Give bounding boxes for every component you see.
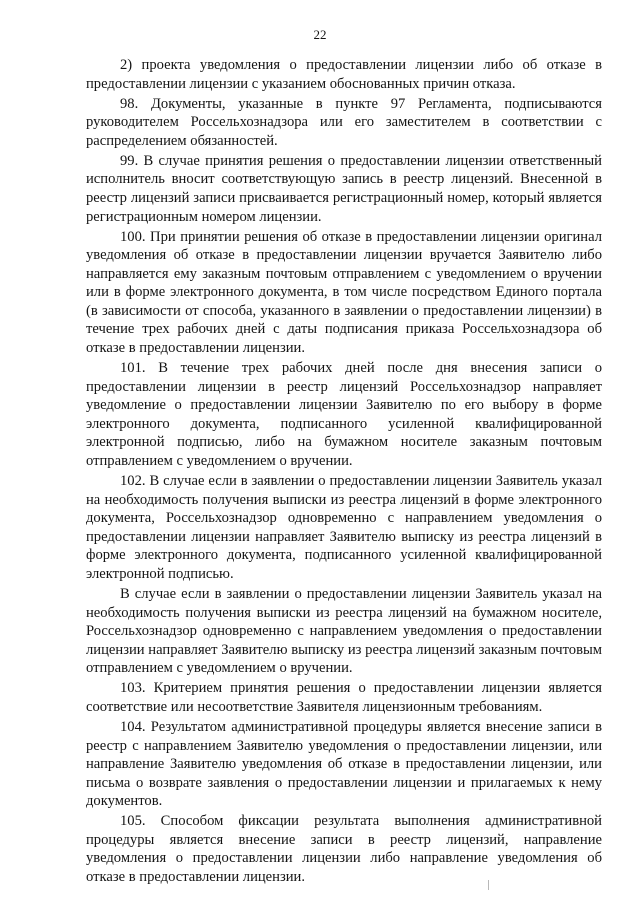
paragraph-99: 99. В случае принятия решения о предоставлении лицензии ответственный исполнитель вносит соответствующую запись в реестр лицензий. Внесенной в реестр лицензий записи присваивается регистрационный номер, который является регистрационным номером лицензии. (86, 152, 602, 225)
paragraph-102: 102. В случае если в заявлении о предоставлении лицензии Заявитель указал на необходимость получения выписки из реестра лицензий в форме электронного документа, Россельхознадзор одновременно с направлением уведомления о предоставлении лицензии направляет Заявителю выписку из реестра лицензий в форме электронного документа, подписанного усиленной квалифицированной электронной подписью. (86, 473, 602, 582)
paragraph-101: 101. В течение трех рабочих дней после дня внесения записи о предоставлении лицензии в реестр лицензий Россельхознадзор направляет уведомление о предоставлении лицензии Заявителю по его выбору в форме электронного документа, подписанного усиленной квалифицированной электронной подписью, либо на бумажном носителе заказным почтовым отправлением с уведомлением о вручении. (86, 360, 602, 470)
page-number: 22 (313, 27, 327, 42)
paragraph-100: 100. При принятии решения об отказе в предоставлении лицензии оригинал уведомления об отказе в предоставлении лицензии вручается Заявителю либо направляется ему заказным почтовым отправлением с уведомлением о вручении или в форме электронного документа, в том числе посредством Единого портала (в зависимости от способа, указанного в заявлении о предоставлении лицензии) в течение трех рабочих дней с даты подписания приказа Россельхознадзора об отказе в предоставлении лицензии. (86, 228, 602, 357)
scan-artifact-mark (488, 880, 489, 890)
paragraph-102-continued: В случае если в заявлении о предоставлении лицензии Заявитель указал на необходимость получения выписки из реестра лицензий на бумажном носителе, Россельхознадзор одновременно с направлением уведомления о предоставлении лицензии направляет Заявителю выписку из реестра лицензий заказным почтовым отправлением с уведомлением о вручении. (86, 585, 602, 677)
paragraph-98: 98. Документы, указанные в пункте 97 Регламента, подписываются руководителем Россельхознадзора или его заместителем в соответствии с распределением обязанностей. (86, 95, 602, 149)
paragraph-item-2-project-notice: 2) проекта уведомления о предоставлении лицензии либо об отказе в предоставлении лицензии с указанием обоснованных причин отказа. (86, 57, 602, 92)
paragraph-103: 103. Критерием принятия решения о предоставлении лицензии является соответствие или несоответствие Заявителя лицензионным требованиям. (86, 680, 602, 715)
paragraph-105: 105. Способом фиксации результата выполнения административной процедуры является внесение записи в реестр лицензий, направление уведомления о предоставлении лицензии либо направление уведомления об отказе в предоставлении лицензии. (86, 813, 602, 886)
document-body (86, 56, 602, 888)
paragraph-104: 104. Результатом административной процедуры является внесение записи в реестр с направлением Заявителю уведомления о предоставлении лицензии, или направление Заявителю уведомления об отказе в предоставлении лицензии, или письма о возврате заявления о предоставлении лицензии и прилагаемых к нему документов. (86, 718, 602, 810)
